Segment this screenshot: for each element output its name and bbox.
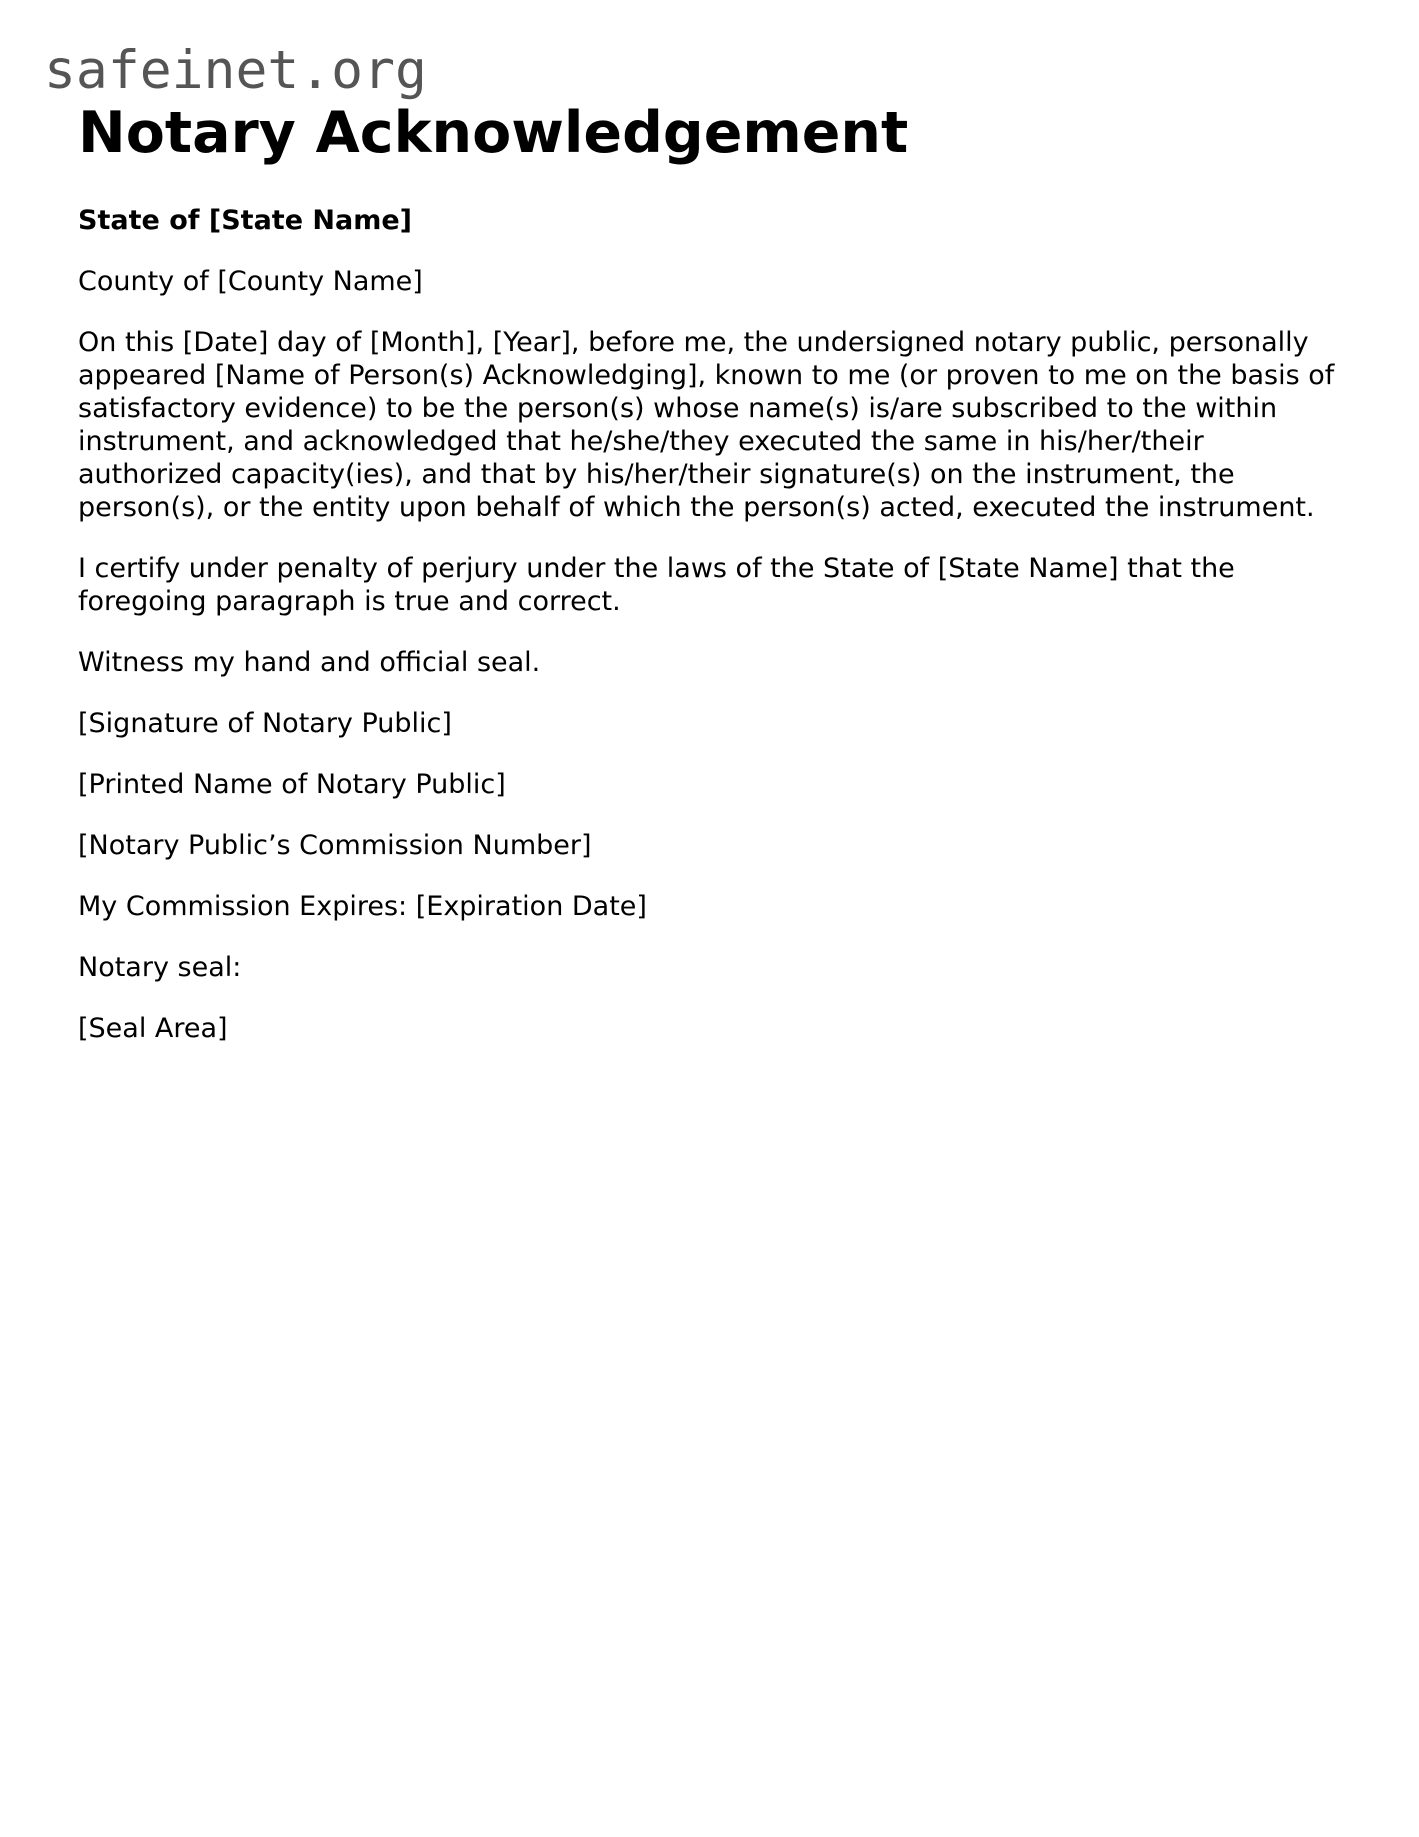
certification-paragraph: I certify under penalty of perjury under the laws of the State of [State Name] that the foregoing paragraph is true and correct.	[78, 553, 1235, 617]
seal-label: Notary seal:	[78, 952, 242, 983]
watermark-text: safeinet.org	[44, 40, 427, 101]
printed-name-placeholder: [Printed Name of Notary Public]	[78, 769, 506, 800]
commission-expires-line: My Commission Expires: [Expiration Date]	[78, 891, 647, 922]
commission-number-placeholder: [Notary Public’s Commission Number]	[78, 830, 592, 861]
seal-area-placeholder: [Seal Area]	[78, 1013, 228, 1044]
state-line: State of [State Name]	[78, 205, 413, 236]
document-title: Notary Acknowledgement	[78, 100, 909, 166]
document-body	[78, 100, 1348, 1073]
signature-placeholder: [Signature of Notary Public]	[78, 708, 452, 739]
county-line: County of [County Name]	[78, 266, 423, 297]
acknowledgement-paragraph: On this [Date] day of [Month], [Year], before me, the undersigned notary public, personally appeared [Name of Person(s) Acknowledging], known to me (or proven to me on the basis of satisfactory evidence) to be the person(s) whose name(s) is/are subscribed to the within instrument, and acknowledged that he/she/they executed the same in his/her/their authorized capacity(ies), and that by his/her/their signature(s) on the instrument, the person(s), or the entity upon behalf of which the person(s) acted, executed the instrument.	[78, 327, 1335, 523]
witness-line: Witness my hand and official seal.	[78, 647, 541, 678]
